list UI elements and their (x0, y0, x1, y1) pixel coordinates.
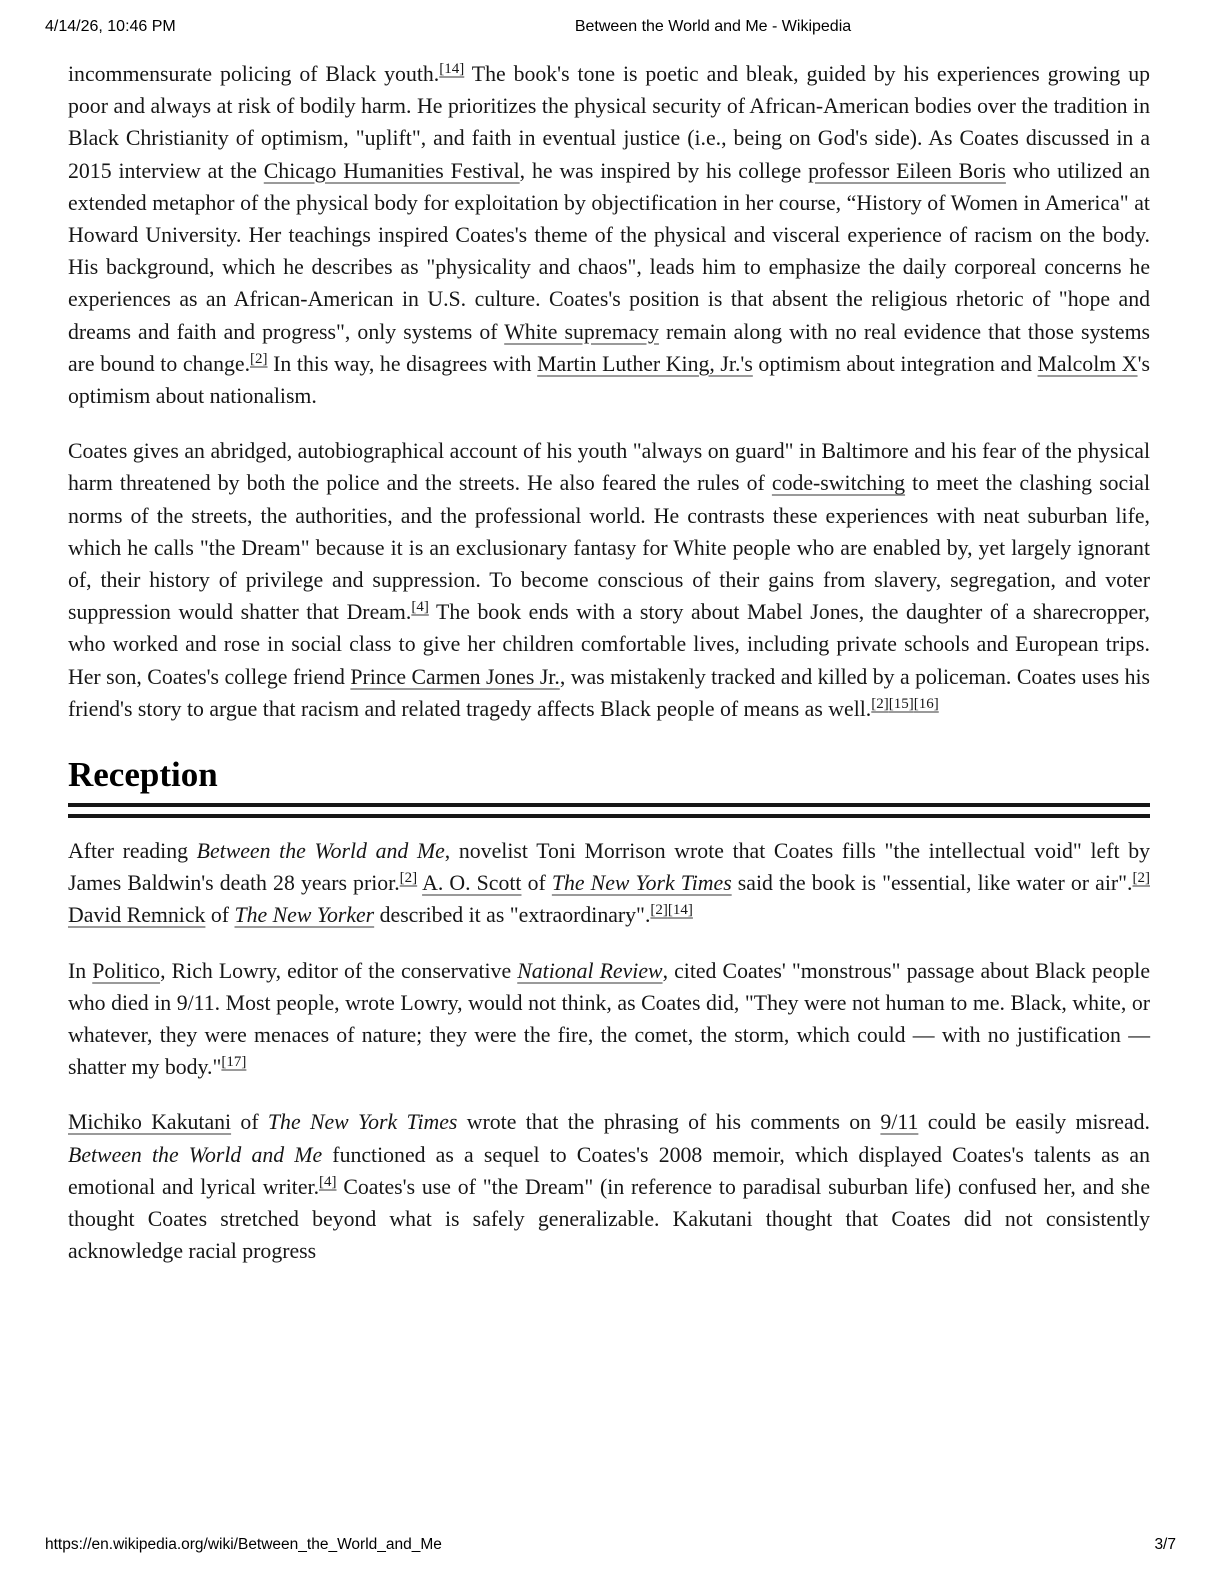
reference-link[interactable]: [16] (913, 695, 939, 712)
body-text: , Rich Lowry, editor of the conservative (160, 958, 518, 983)
body-text: , he was inspired by his college (519, 158, 809, 183)
reference-link[interactable]: [2] (650, 902, 668, 919)
body-text: described it as "extraordinary". (374, 903, 651, 928)
article-link[interactable]: professor Eileen Boris (808, 158, 1006, 183)
body-text: After reading (68, 839, 197, 864)
body-text: In (68, 958, 93, 983)
article-link[interactable]: Prince Carmen Jones Jr. (350, 664, 560, 689)
footer-page-indicator: 3/7 (1154, 1536, 1176, 1553)
reference-superscript (439, 61, 464, 77)
body-text: who utilized an extended metaphor of the physical body for exploitation by objectification in her course, “History of Women in America" at Howard University. Her teachings inspired Coates's theme of the physical and visceral experience of racism on the body. His background, which he describes as "physicality and chaos", leads him to emphasize the daily corporeal concerns he experiences as an African-American in U.S. culture. Coates's position is that absent the religious rhetoric of "hope and dreams and faith and progress", only systems of (68, 158, 1150, 344)
reference-link[interactable]: [17] (221, 1054, 247, 1071)
section-heading-reception: Reception (68, 755, 218, 795)
body-text: of (205, 903, 235, 928)
reference-superscript (1133, 870, 1151, 886)
article-link[interactable]: Malcolm X (1037, 351, 1138, 376)
body-text: , was mistakenly tracked and killed by a policeman. Coates uses his friend's story to argue that racism and related tragedy affects Black people of means as well. (68, 664, 1151, 721)
article-paragraph (68, 955, 1150, 1084)
reference-superscript (914, 696, 939, 712)
italic-title-text: The New York Times (267, 1110, 458, 1135)
article-link[interactable]: The New Yorker (234, 903, 375, 928)
reference-superscript (400, 870, 418, 886)
article-link[interactable]: National Review (517, 958, 663, 983)
reference-link[interactable]: [2] (871, 695, 889, 712)
article-paragraph (68, 1106, 1150, 1267)
body-text: to meet the clashing social norms of the streets, the authorities, and the professional world. He contrasts these experiences with neat suburban life, which he calls "the Dream" because it is an exclusionary fantasy for White people who are enabled by, yet largely ignorant of, their history of privilege and suppression. To become conscious of their gains from slavery, segregation, and voter suppression would shatter that Dream. (68, 471, 1151, 625)
heading-rule-bottom (68, 814, 1150, 818)
reference-link[interactable]: [14] (439, 61, 465, 77)
article-paragraph (68, 58, 1150, 412)
reference-superscript (319, 1174, 337, 1190)
body-text: of (231, 1110, 268, 1135)
article-paragraph (68, 435, 1150, 725)
reference-superscript (871, 696, 889, 712)
body-text: 's optimism about nationalism. (68, 351, 1150, 409)
body-text: said the book is "essential, like water or air". (731, 871, 1133, 896)
reference-superscript (668, 902, 693, 918)
reference-link[interactable]: [4] (319, 1173, 337, 1190)
reference-link[interactable]: [2] (1132, 870, 1150, 887)
body-text: The book ends with a story about Mabel Jones, the daughter of a sharecropper, who worked and rose in social class to give her children comfortable lives, including private schools and European trips. Her son, Coates's college friend (68, 600, 1150, 689)
reference-superscript (221, 1054, 246, 1070)
body-text: remain along with no real evidence that those systems are bound to change. (68, 319, 1151, 376)
article-link[interactable]: Politico (92, 958, 161, 983)
reference-link[interactable]: [2] (399, 870, 418, 887)
body-text: Coates gives an abridged, autobiographical account of his youth "always on guard" in Baltimore and his fear of the physical harm threatened by both the police and the streets. He also feared the rules of (68, 439, 1150, 496)
article-link[interactable]: Michiko Kakutani (68, 1110, 232, 1135)
reference-link[interactable]: [2] (250, 350, 268, 367)
body-text: , novelist Toni Morrison wrote that Coates fills "the intellectual void" left by James Baldwin's death 28 years prior. (68, 839, 1150, 896)
body-text: , cited Coates' "monstrous" passage about Black people who died in 9/11. Most people, wrote Lowry, would not think, as Coates did, "They were not human to me. Black, white, or whatever, they were menaces of nature; they were the fire, the comet, the storm, which could — with no justification — shatter my body." (68, 958, 1151, 1080)
article-link[interactable]: 9/11 (880, 1110, 919, 1135)
body-text: incommensurate policing of Black youth. (68, 62, 440, 86)
article-link[interactable]: code-switching (771, 471, 906, 496)
reference-link[interactable]: [14] (667, 902, 693, 919)
article-link[interactable]: A. O. Scott (422, 871, 522, 896)
body-text: of (521, 871, 552, 896)
article-link[interactable]: Martin Luther King, Jr.'s (537, 351, 753, 376)
body-text: The book's tone is poetic and bleak, guided by his experiences growing up poor and always at risk of bodily harm. He prioritizes the physical security of African-American bodies over the tradition in Black Christianity of optimism, "uplift", and faith in eventual justice (i.e., being on God's side). As Coates discussed in a 2015 interview at the (68, 62, 1150, 183)
reference-superscript (889, 696, 914, 712)
reference-link[interactable]: [15] (888, 695, 914, 712)
body-text: optimism about integration and (752, 351, 1038, 376)
article-link[interactable]: White supremacy (504, 319, 659, 344)
reference-superscript (250, 351, 268, 367)
body-text: could be easily misread. (918, 1110, 1150, 1135)
article-link[interactable]: David Remnick (68, 903, 206, 928)
footer-url: https://en.wikipedia.org/wiki/Between_the_World_and_Me (45, 1536, 442, 1553)
heading-rule-top (68, 803, 1150, 807)
article-link[interactable]: The New York Times (551, 871, 732, 896)
print-footer (45, 1536, 1176, 1554)
reference-link[interactable]: [4] (411, 599, 429, 616)
body-text: functioned as a sequel to Coates's 2008 memoir, which displayed Coates's talents as an emotional and lyrical writer. (68, 1142, 1150, 1199)
reference-superscript (650, 902, 668, 918)
reference-superscript (411, 599, 429, 615)
body-text: Coates's use of "the Dream" (in reference to paradisal suburban life) confused her, and she thought Coates stretched beyond what is safely generalizable. Kakutani thought that Coates did not consistently acknowledge racial progress (68, 1174, 1150, 1264)
print-document-title: Between the World and Me - Wikipedia (574, 18, 852, 35)
print-header (45, 18, 1179, 40)
article-paragraph (68, 835, 1150, 932)
italic-title-text: Between the World and Me (68, 1142, 323, 1167)
article-content (68, 58, 1150, 1268)
body-text: In this way, he disagrees with (267, 351, 538, 376)
italic-title-text: Between the World and Me (196, 839, 445, 864)
article-link[interactable]: Chicago Humanities Festival (263, 158, 520, 183)
print-datetime: 4/14/26, 10:46 PM (45, 18, 176, 35)
body-text: wrote that the phrasing of his comments on (457, 1110, 881, 1135)
